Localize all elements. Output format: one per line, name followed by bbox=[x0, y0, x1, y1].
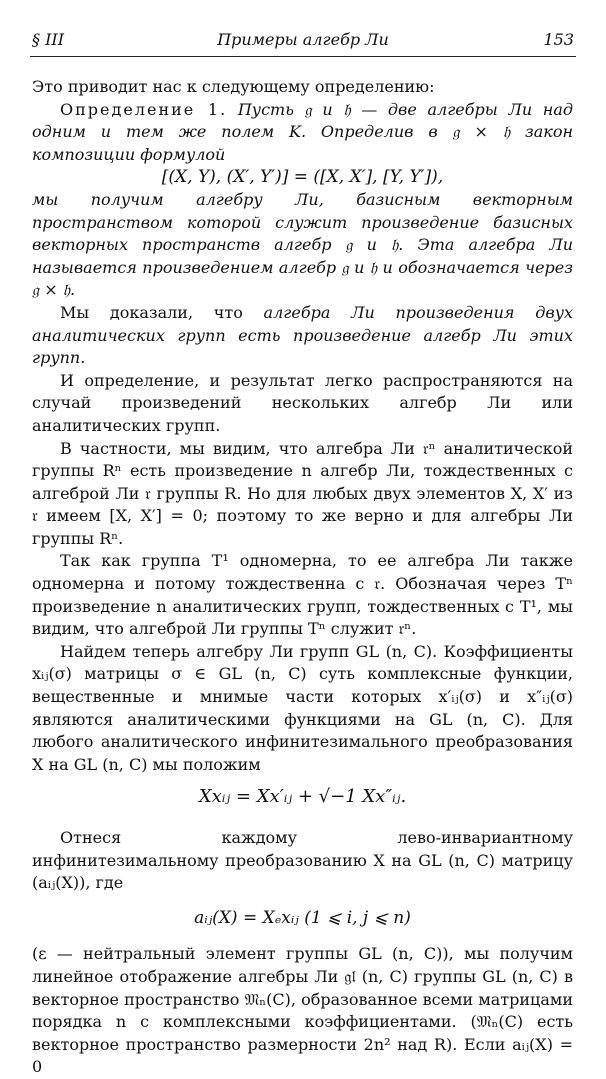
formula-bracket-product: [(X, Y), (X′, Y′)] = ([X, X′], [Y, Y′]), bbox=[161, 167, 444, 188]
intro-paragraph: Это приводит нас к следующему определению: bbox=[32, 77, 435, 96]
gl-paragraph: Найдем теперь алгебру Ли групп GL (n, C). Коэффициенты xᵢⱼ(σ) матрицы σ ∈ GL (n, C) суть комплексные функции, вещественные и мнимые части которых x′ᵢⱼ(σ) и x″ᵢⱼ(σ) являются аналитическими функциями на GL (n, C). Для любого аналитического инфинитезимального преобразования X на GL (n, C) мы положим bbox=[32, 641, 573, 774]
linear-map-paragraph: (ε — нейтральный элемент группы GL (n, C)), мы получим линейное отображение алгебры Ли 𝔤𝔩 (n, C) группы GL (n, C) в векторное пространство 𝔐ₙ(C), образованное всеми матрицами порядка n с комплексными коэффициентами. (𝔐ₙ(C) есть векторное пространство размерности 2n² над R). Если aᵢⱼ(X) = 0 bbox=[32, 944, 573, 1077]
torus-paragraph: Так как группа T¹ одномерна, то ее алгебра Ли также одномерна и потому тождественна с 𝔯. Обозначая через Tⁿ произведение n аналитических групп, тождественных с T¹, мы видим, что алгеброй Ли группы Tⁿ служит 𝔯ⁿ. bbox=[32, 551, 573, 639]
matrix-assignment-paragraph: Отнеся каждому лево-инвариантному инфинитезимальному преобразованию X на GL (n, C) матрицу (aᵢⱼ(X)), где bbox=[32, 828, 573, 893]
definition-continuation: мы получим алгебру Ли, базисным векторным пространством которой служит произведение базисных векторных пространств алгебр 𝔤 и 𝔥. Эта алгебра Ли называется произведением алгебр 𝔤 и 𝔥 и обозначается через 𝔤 × 𝔥. bbox=[32, 189, 573, 300]
generalization-paragraph: И определение, и результат легко распространяются на случай произведений нескольких алгебр Ли или аналитических групп. bbox=[32, 370, 573, 435]
chapter-title: Примеры алгебр Ли bbox=[217, 30, 389, 49]
page-body bbox=[32, 76, 573, 1079]
formula-complex-derivative: Xxᵢⱼ = Xx′ᵢⱼ + √−1 Xx″ᵢⱼ. bbox=[198, 786, 407, 808]
definition-text: Пусть 𝔤 и 𝔥 — две алгебры Ли над одним и тем же полем K. Определив в 𝔤 × 𝔥 закон композиции формулой bbox=[32, 99, 574, 164]
theorem-paragraph bbox=[32, 302, 573, 370]
definition-paragraph bbox=[32, 99, 573, 167]
theorem-lead: Мы доказали, что bbox=[60, 302, 264, 322]
theorem-statement: алгебра Ли произведения двух аналитических групп есть произведение алгебр Ли этих групп. bbox=[32, 302, 573, 368]
page-number: 153 bbox=[543, 30, 574, 49]
rn-paragraph: В частности, мы видим, что алгебра Ли 𝔯ⁿ аналитической группы Rⁿ есть произведение n алгебр Ли, тождественных с алгеброй Ли 𝔯 группы R. Но для любых двух элементов X, X′ из 𝔯 имеем [X, X′] = 0; поэтому то же верно и для алгебры Ли группы Rⁿ. bbox=[32, 438, 573, 548]
running-header bbox=[30, 26, 576, 57]
definition-label: Определение 1. bbox=[60, 99, 228, 119]
formula-matrix-coefficients: aᵢⱼ(X) = Xₑxᵢⱼ (1 ⩽ i, j ⩽ n) bbox=[194, 907, 411, 928]
section-number: § III bbox=[32, 30, 65, 49]
